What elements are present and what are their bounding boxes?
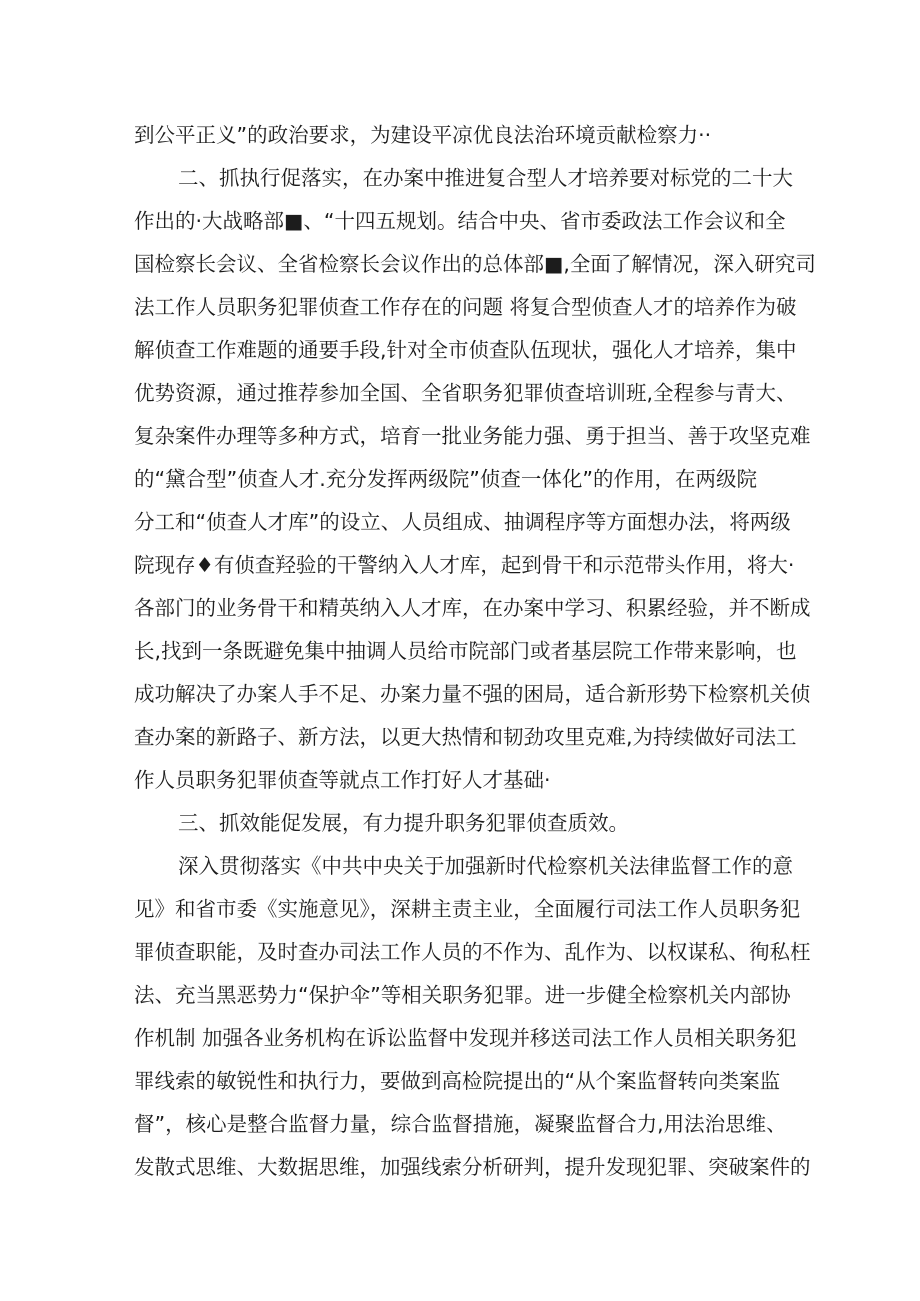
text-line: 发散式思维、大数据思维，加强线索分析研判，提升发现犯罪、突破案件的 [134,1155,811,1179]
text-line: 优势资源，通过推荐参加全国、全省职务犯罪侦查培训班,全程参与青大、 [134,381,797,405]
text-line: 法、充当黑恶势力“保护伞”等相关职务犯罪。进一步健全检察机关内部协 [134,983,791,1007]
text-line: 作人员职务犯罪侦查等就点工作打好人才基础· [134,768,551,792]
text-line: 罪侦查职能，及时查办司法工作人员的不作为、乱作为、以权谋私、徇私枉 [134,940,811,964]
text-line: 查办案的新路子、新方法，以更大热情和韧劲攻里克难,为持续做好司法工 [134,725,797,749]
section-heading: 三、抓效能促发展，有力提升职务犯罪侦查质效。 [178,811,629,835]
text-line: 作出的·大战略部■、“十四五规划。结合中央、省市委政法工作会议和全 [134,209,786,233]
text-line: 各部门的业务骨干和精英纳入人才库，在办案中学习、积累经验，并不断成 [134,596,811,620]
text-line: 的“黛合型”侦查人才.充分发挥两级院”侦查一体化”的作用，在两级院 [134,467,757,491]
text-line: 复杂案件办理等多种方式，培育一批业务能力强、勇于担当、善于攻坚克难 [134,424,811,448]
document-body [134,114,816,1189]
text-line: 分工和“侦查人才库”的设立、人员组成、抽调程序等方面想办法，将两级 [134,510,791,534]
text-line: 国检察长会议、全省检察长会议作出的总体部■,全面了解情况，深入研究司 [134,252,816,276]
text-line: 罪线索的敏锐性和执行力，要做到高检院提出的“从个案监督转向类案监 [134,1069,781,1093]
text-line: 院现存♦有侦查羟验的干警纳入人才库，起到骨干和示范带头作用，将大· [134,553,795,577]
text-line: 到公平正义”的政治要求，为建设平凉优良法治环境贡献检察力·· [134,123,712,147]
text-line: 解侦查工作难题的通要手段,针对全市侦查队伍现状，强化人才培养，集中 [134,338,797,362]
text-line: 督”，核心是整合监督力量，综合监督措施，凝聚监督合力,用法治思维、 [134,1112,787,1136]
text-line: 成功解决了办案人手不足、办案力量不强的困局，适合新形势下检察机关侦 [134,682,811,706]
text-line: 长,找到一条既避免集中抽调人员给市院部门或者基层院工作带来影响，也 [134,639,797,663]
text-line: 深入贯彻落实《中共中央关于加强新时代检察机关法律监督工作的意 [178,854,793,878]
text-line: 作机制 加强各业务机构在诉讼监督中发现并移送司法工作人员相关职务犯 [134,1026,797,1050]
text-line: 法工作人员职务犯罪侦查工作存在的问题 将复合型侦查人才的培养作为破 [134,295,797,319]
text-line: 见》和省市委《实施意见》，深耕主责主业，全面履行司法工作人员职务犯 [134,897,801,921]
text-line: 二、抓执行促落实，在办案中推进复合型人才培养要对标党的二十大 [178,166,793,190]
